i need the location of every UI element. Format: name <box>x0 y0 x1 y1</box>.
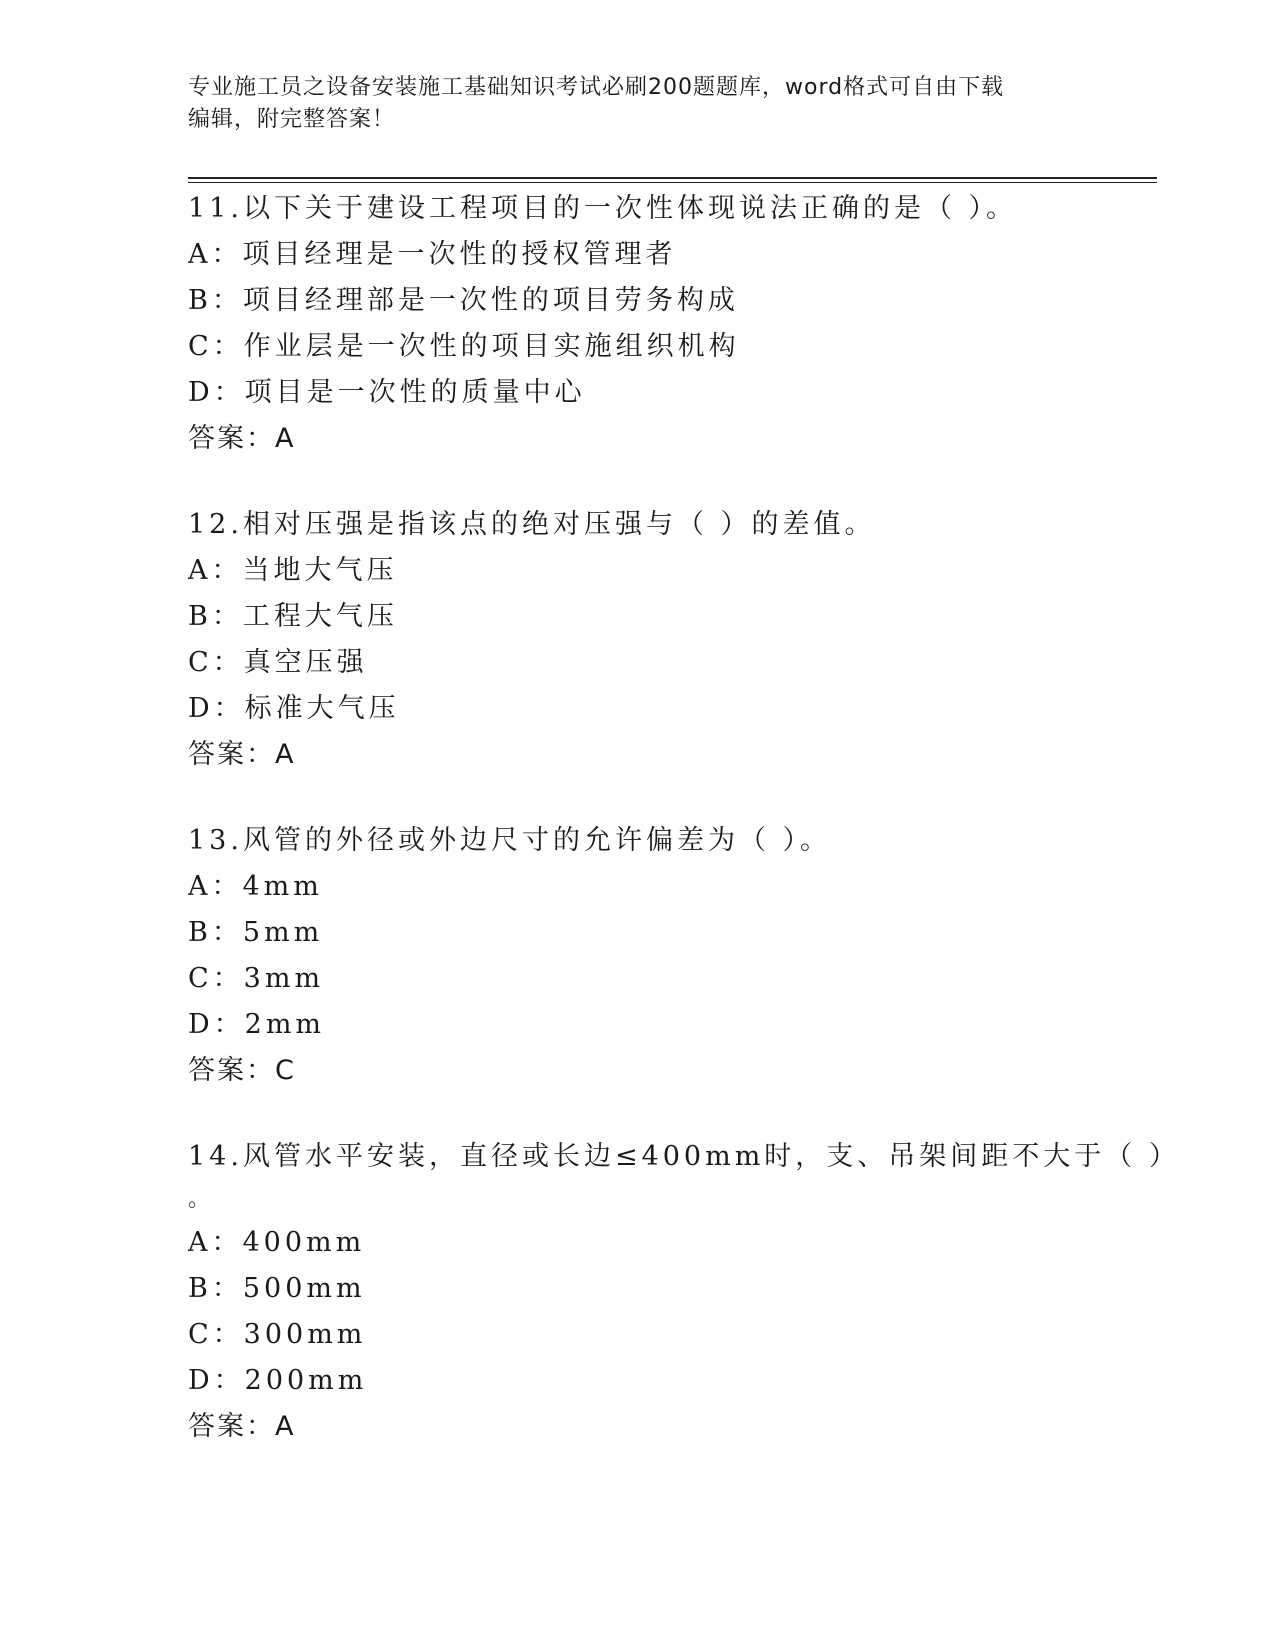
option-b: B：5mm <box>188 917 324 948</box>
question-13 <box>188 818 1088 1094</box>
option-c: C：真空压强 <box>188 647 368 678</box>
answer: 答案：A <box>188 739 296 770</box>
document-header <box>188 72 1068 136</box>
question-stem-continuation: 。 <box>188 1187 213 1212</box>
answer: 答案：A <box>188 423 296 454</box>
option-a: A：4mm <box>188 871 323 902</box>
option-c: C：作业层是一次性的项目实施组织机构 <box>188 331 740 362</box>
option-d: D：200mm <box>188 1365 368 1396</box>
option-a: A：项目经理是一次性的授权管理者 <box>188 239 677 270</box>
header-divider-thick <box>188 177 1157 179</box>
option-d: D：标准大气压 <box>188 693 400 724</box>
option-a: A：当地大气压 <box>188 555 398 586</box>
option-d: D：2mm <box>188 1009 326 1040</box>
option-b: B：工程大气压 <box>188 601 398 632</box>
option-d: D：项目是一次性的质量中心 <box>188 377 586 408</box>
header-line-1: 专业施工员之设备安装施工基础知识考试必刷200题题库，word格式可自由下载 <box>188 75 1005 100</box>
header-line-2: 编辑，附完整答案！ <box>188 107 396 132</box>
option-a: A：400mm <box>188 1227 366 1258</box>
header-divider-thin <box>188 182 1157 183</box>
option-c: C：3mm <box>188 963 325 994</box>
answer: 答案：C <box>188 1055 296 1086</box>
answer: 答案：A <box>188 1411 296 1442</box>
question-stem: 13.风管的外径或外边尺寸的允许偏差为（ ）。 <box>188 825 832 856</box>
option-b: B：500mm <box>188 1273 366 1304</box>
question-stem: 11.以下关于建设工程项目的一次性体现说法正确的是（ ）。 <box>188 193 1018 224</box>
question-11 <box>188 186 1088 462</box>
question-stem: 14.风管水平安装，直径或长边≤400mm时，支、吊架间距不大于（ ） <box>188 1141 1180 1172</box>
option-c: C：300mm <box>188 1319 367 1350</box>
question-12 <box>188 502 1088 778</box>
question-stem: 12.相对压强是指该点的绝对压强与（ ）的差值。 <box>188 509 876 540</box>
question-14 <box>188 1134 1180 1450</box>
option-b: B：项目经理部是一次性的项目劳务构成 <box>188 285 739 316</box>
